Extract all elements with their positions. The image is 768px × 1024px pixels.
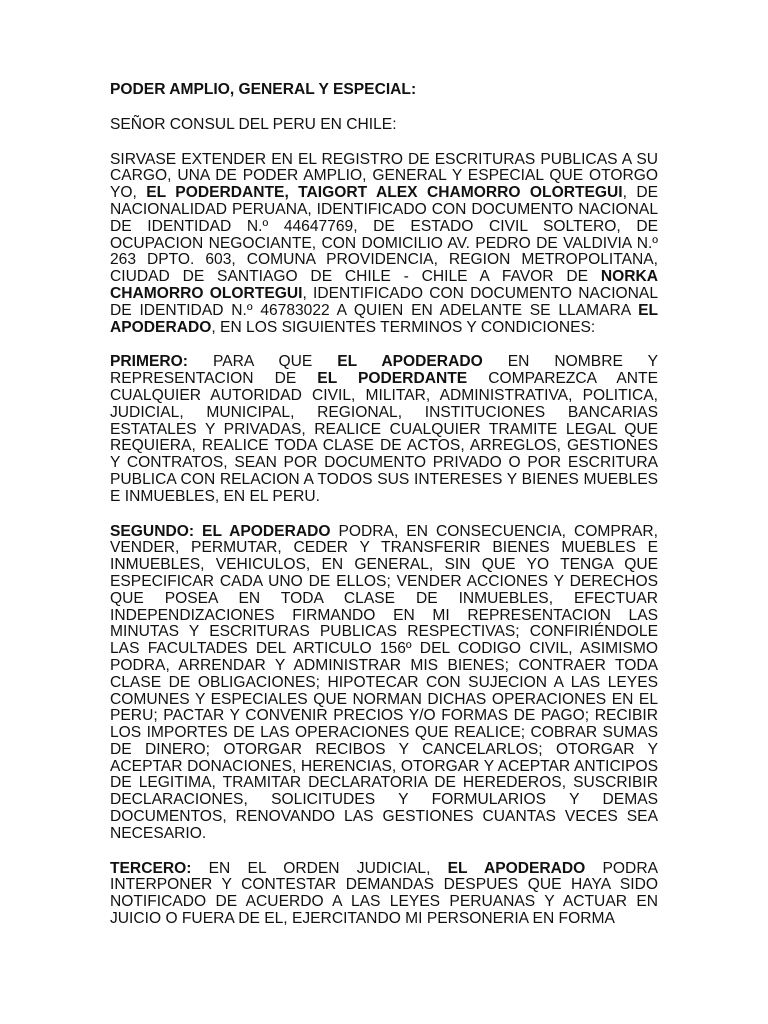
primero-bold-apoderado: EL APODERADO bbox=[337, 353, 483, 371]
primero-text-2: EN NOMBRE Y REPRESENTACION DE bbox=[110, 353, 658, 388]
segundo-bold-apoderado: EL APODERADO bbox=[194, 522, 331, 540]
intro-bold-poderdante: EL PODERDANTE, TAIGORT ALEX CHAMORRO OLORTEGUI bbox=[146, 184, 623, 202]
clause-heading-segundo: SEGUNDO: bbox=[110, 522, 195, 540]
clause-segundo bbox=[110, 524, 658, 843]
salutation: SEÑOR CONSUL DEL PERU EN CHILE: bbox=[110, 115, 397, 133]
clause-heading-tercero: TERCERO: bbox=[110, 859, 192, 877]
tercero-text-2: PODRA INTERPONER Y CONTESTAR DEMANDAS DESPUES QUE HAYA SIDO NOTIFICADO DE ACUERDO A LAS LEYES PERUANAS Y ACTUAR EN JUICIO O FUERA DE EL, EJERCITANDO MI PERSONERIA EN FORMA bbox=[110, 859, 658, 928]
tercero-text-1: EN EL ORDEN JUDICIAL, bbox=[191, 859, 448, 877]
intro-text-2: , DE NACIONALIDAD PERUANA, IDENTIFICADO CON DOCUMENTO NACIONAL DE IDENTIDAD N.º 44647769, DE ESTADO CIVIL SOLTERO, DE OCUPACION NEGOCIANTE, CON DOMICILIO AV. PEDRO DE VALDIVIA N.º 263 DPTO. 603, COMUNA PROVIDENCIA, REGION METROPOLITANA, CIUDAD DE SANTIAGO DE CHILE - CHILE A FAVOR DE bbox=[110, 184, 659, 286]
document-title: PODER AMPLIO, GENERAL Y ESPECIAL: bbox=[110, 81, 417, 98]
intro-bold-apoderado-name: NORKA CHAMORRO OLORTEGUI bbox=[110, 268, 658, 302]
intro-text-1: SIRVASE EXTENDER EN EL REGISTRO DE ESCRITURAS PUBLICAS A SU CARGO, UNA DE PODER AMPLIO, GENERAL Y ESPECIAL QUE OTORGO YO, bbox=[110, 150, 658, 202]
tercero-bold-apoderado: EL APODERADO bbox=[447, 859, 586, 877]
primero-bold-poderdante: EL PODERDANTE bbox=[317, 370, 468, 388]
primero-text-1: PARA QUE bbox=[187, 353, 338, 371]
intro-text-3: , IDENTIFICADO CON DOCUMENTO NACIONAL DE IDENTIDAD N.º 46783022 A QUIEN EN ADELANTE SE LLAMARA bbox=[110, 284, 658, 319]
intro-bold-apoderado: EL APODERADO bbox=[110, 301, 658, 336]
clause-tercero bbox=[110, 861, 658, 928]
segundo-text-1: PODRA, EN CONSECUENCIA, COMPRAR, VENDER, PERMUTAR, CEDER Y TRANSFERIR BIENES MUEBLES E INMUEBLES, VEHICULOS, EN GENERAL, SIN QUE YO TENGA QUE ESPECIFICAR CADA UNO DE ELLOS; VENDER ACCIONES Y DERECHOS QUE POSEA EN TODA CLASE DE INMUEBLES, EFECTUAR INDEPENDIZACIONES FIRMANDO EN MI REPRESENTACION LAS MINUTAS Y ESCRITURAS PUBLICAS RESPECTIVAS; CONFIRIÉNDOLE LAS FACULTADES DEL ARTICULO 156º DEL CODIGO CIVIL, ASIMISMO PODRA, ARRENDAR Y ADMINISTRAR MIS BIENES; CONTRAER TODA CLASE DE OBLIGACIONES; HIPOTECAR CON SUJECION A LAS LEYES COMUNES Y ESPECIALES QUE NORMAN DICHAS OPERACIONES EN EL PERU; PACTAR Y CONVENIR PRECIOS Y/O FORMAS DE PAGO; RECIBIR LOS IMPORTES DE LAS OPERACIONES QUE REALICE; COBRAR SUMAS DE DINERO; OTORGAR RECIBOS Y CANCELARLOS; OTORGAR Y ACEPTAR DONACIONES, HERENCIAS, OTORGAR Y ACEPTAR ANTICIPOS DE LEGITIMA, TRAMITAR DECLARATORIA DE HEREDEROS, SUSCRIBIR DECLARACIONES, SOLICITUDES Y FORMULARIOS Y DEMAS DOCUMENTOS, RENOVANDO LAS GESTIONES CUANTAS VECES SEA NECESARIO. bbox=[110, 522, 658, 842]
intro-paragraph bbox=[110, 152, 658, 337]
clause-heading-primero: PRIMERO: bbox=[110, 353, 188, 371]
primero-text-3: COMPAREZCA ANTE CUALQUIER AUTORIDAD CIVIL, MILITAR, ADMINISTRATIVA, POLITICA, JUDICIAL, MUNICIPAL, REGIONAL, INSTITUCIONES BANCARIAS ESTATALES Y PRIVADAS, REALICE CUALQUIER TRAMITE LEGAL QUE REQUIERA, REALICE TODA CLASE DE ACTOS, ARREGLOS, GESTIONES Y CONTRATOS, SEAN POR DOCUMENTO PRIVADO O POR ESCRITURA PUBLICA CON RELACION A TODOS SUS INTERESES Y BIENES MUEBLES E INMUEBLES, EN EL PERU. bbox=[110, 370, 658, 505]
document-page bbox=[110, 82, 658, 928]
intro-text-4: , EN LOS SIGUIENTES TERMINOS Y CONDICIONES: bbox=[211, 318, 596, 336]
clause-primero bbox=[110, 354, 658, 505]
